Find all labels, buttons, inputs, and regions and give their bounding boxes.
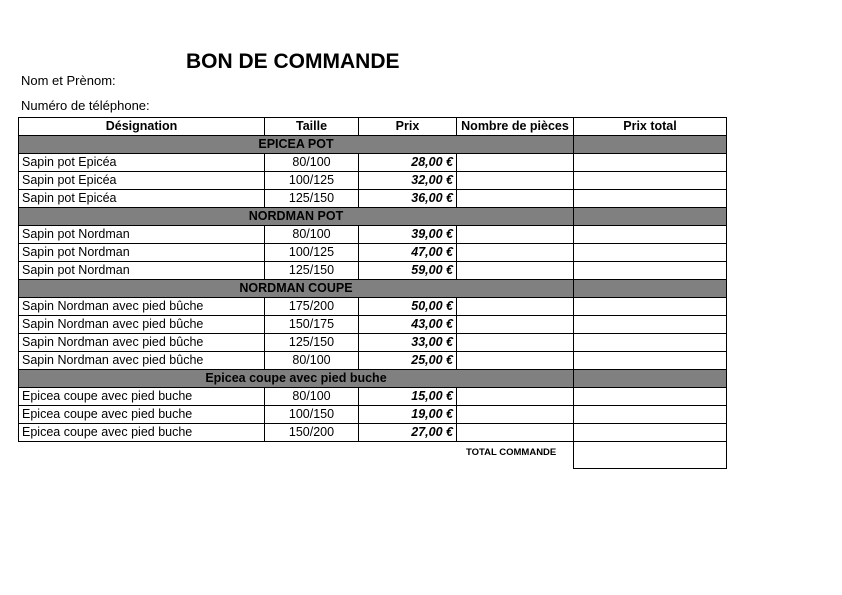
line-total-cell[interactable] (574, 244, 727, 262)
designation-cell: Sapin pot Nordman (19, 244, 265, 262)
designation-cell: Epicea coupe avec pied buche (19, 388, 265, 406)
quantity-input-cell[interactable] (457, 172, 574, 190)
size-cell: 175/200 (265, 298, 359, 316)
section-total-cell (574, 136, 727, 154)
section-title: EPICEA POT (19, 136, 574, 154)
quantity-input-cell[interactable] (457, 424, 574, 442)
table-header-row (19, 118, 727, 136)
designation-cell: Sapin pot Nordman (19, 226, 265, 244)
line-total-cell[interactable] (574, 316, 727, 334)
phone-label: Numéro de téléphone: (21, 98, 150, 113)
price-cell: 27,00 € (359, 424, 457, 442)
quantity-input-cell[interactable] (457, 244, 574, 262)
designation-cell: Sapin Nordman avec pied bûche (19, 316, 265, 334)
quantity-input-cell[interactable] (457, 262, 574, 280)
quantity-input-cell[interactable] (457, 406, 574, 424)
price-cell: 33,00 € (359, 334, 457, 352)
section-row (19, 370, 727, 388)
designation-cell: Sapin pot Epicéa (19, 172, 265, 190)
size-cell: 100/125 (265, 172, 359, 190)
line-total-cell[interactable] (574, 154, 727, 172)
price-cell: 47,00 € (359, 244, 457, 262)
line-total-cell[interactable] (574, 298, 727, 316)
designation-cell: Sapin Nordman avec pied bûche (19, 298, 265, 316)
quantity-input-cell[interactable] (457, 298, 574, 316)
size-cell: 80/100 (265, 388, 359, 406)
quantity-input-cell[interactable] (457, 316, 574, 334)
column-header: Taille (265, 118, 359, 136)
section-row (19, 136, 727, 154)
column-header: Désignation (19, 118, 265, 136)
line-total-cell[interactable] (574, 388, 727, 406)
section-row (19, 280, 727, 298)
quantity-input-cell[interactable] (457, 334, 574, 352)
section-total-cell (574, 208, 727, 226)
designation-cell: Sapin pot Nordman (19, 262, 265, 280)
column-header: Prix total (574, 118, 727, 136)
quantity-input-cell[interactable] (457, 154, 574, 172)
column-header: Prix (359, 118, 457, 136)
table-row (19, 352, 727, 370)
table-row (19, 172, 727, 190)
designation-cell: Sapin pot Epicéa (19, 190, 265, 208)
section-total-cell (574, 280, 727, 298)
price-cell: 39,00 € (359, 226, 457, 244)
size-cell: 150/200 (265, 424, 359, 442)
document-title: BON DE COMMANDE (186, 50, 400, 73)
size-cell: 80/100 (265, 154, 359, 172)
size-cell: 150/175 (265, 316, 359, 334)
price-cell: 59,00 € (359, 262, 457, 280)
table-row (19, 406, 727, 424)
price-cell: 19,00 € (359, 406, 457, 424)
price-cell: 28,00 € (359, 154, 457, 172)
price-cell: 43,00 € (359, 316, 457, 334)
quantity-input-cell[interactable] (457, 352, 574, 370)
size-cell: 125/150 (265, 262, 359, 280)
line-total-cell[interactable] (574, 262, 727, 280)
price-cell: 25,00 € (359, 352, 457, 370)
column-header: Nombre de pièces (457, 118, 574, 136)
table-row (19, 334, 727, 352)
quantity-input-cell[interactable] (457, 388, 574, 406)
designation-cell: Sapin pot Epicéa (19, 154, 265, 172)
table-row (19, 154, 727, 172)
size-cell: 80/100 (265, 226, 359, 244)
designation-cell: Sapin Nordman avec pied bûche (19, 352, 265, 370)
table-row (19, 190, 727, 208)
quantity-input-cell[interactable] (457, 226, 574, 244)
line-total-cell[interactable] (574, 334, 727, 352)
price-cell: 32,00 € (359, 172, 457, 190)
price-cell: 36,00 € (359, 190, 457, 208)
table-row (19, 388, 727, 406)
designation-cell: Epicea coupe avec pied buche (19, 406, 265, 424)
table-row (19, 316, 727, 334)
order-table (18, 117, 727, 442)
designation-cell: Sapin Nordman avec pied bûche (19, 334, 265, 352)
table-row (19, 298, 727, 316)
line-total-cell[interactable] (574, 172, 727, 190)
designation-cell: Epicea coupe avec pied buche (19, 424, 265, 442)
section-title: NORDMAN COUPE (19, 280, 574, 298)
line-total-cell[interactable] (574, 352, 727, 370)
price-cell: 50,00 € (359, 298, 457, 316)
price-cell: 15,00 € (359, 388, 457, 406)
table-row (19, 226, 727, 244)
size-cell: 100/125 (265, 244, 359, 262)
table-row (19, 262, 727, 280)
line-total-cell[interactable] (574, 406, 727, 424)
line-total-cell[interactable] (574, 190, 727, 208)
section-title: Epicea coupe avec pied buche (19, 370, 574, 388)
size-cell: 125/150 (265, 190, 359, 208)
section-total-cell (574, 370, 727, 388)
table-row (19, 244, 727, 262)
name-label: Nom et Prènom: (21, 73, 116, 88)
size-cell: 100/150 (265, 406, 359, 424)
section-title: NORDMAN POT (19, 208, 574, 226)
line-total-cell[interactable] (574, 226, 727, 244)
quantity-input-cell[interactable] (457, 190, 574, 208)
total-order-field[interactable] (573, 438, 727, 469)
size-cell: 125/150 (265, 334, 359, 352)
section-row (19, 208, 727, 226)
size-cell: 80/100 (265, 352, 359, 370)
total-order-label: TOTAL COMMANDE (466, 447, 557, 458)
